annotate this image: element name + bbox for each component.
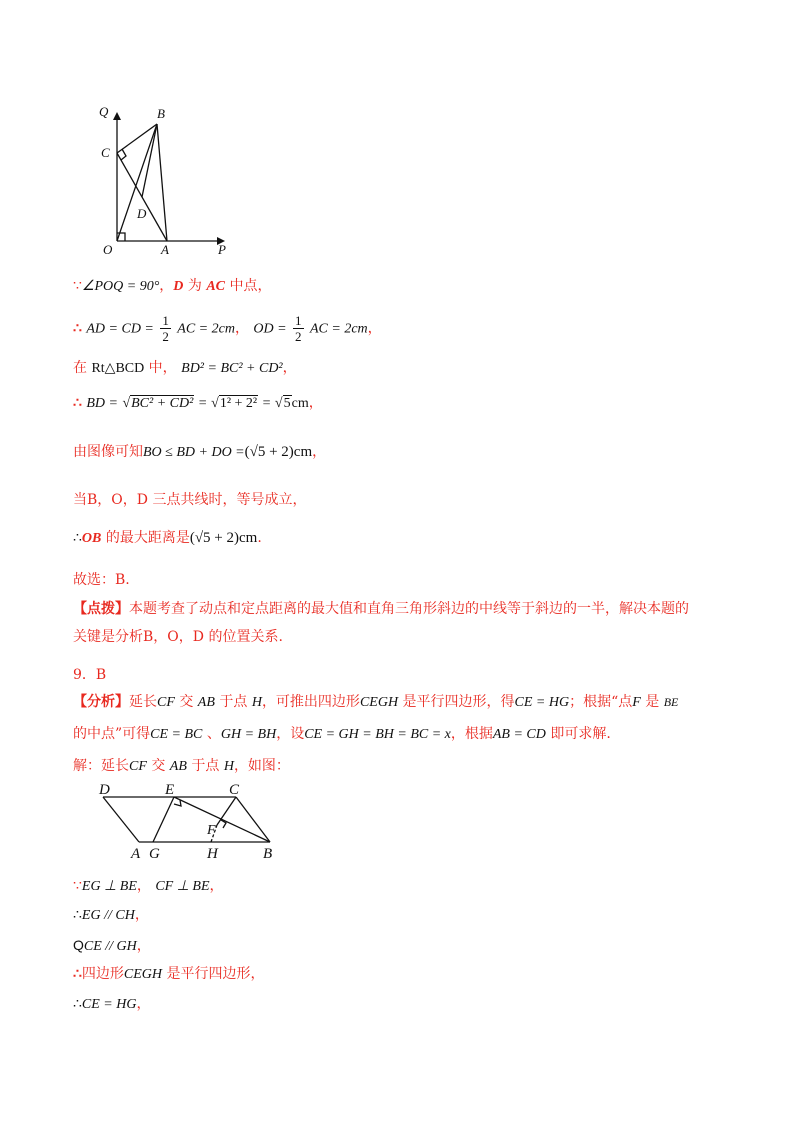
label-a: A — [161, 242, 169, 257]
label-o: O — [103, 242, 113, 257]
proof-line-5: ∴CE = HG， — [73, 996, 151, 1012]
sqrt-five: √5 — [274, 396, 291, 411]
label-h: H — [207, 846, 218, 862]
solution-line-3: 在 Rt△BCD 中， BD² = BC² + CD²， — [73, 360, 297, 376]
label-d: D — [137, 206, 147, 221]
figure-geometry-poq — [95, 100, 245, 260]
figure-parallelogram — [95, 780, 285, 862]
question-number: 9．B — [73, 667, 107, 683]
sqrt-bc-cd: √BC² + CD² — [122, 396, 194, 411]
label-q: Q — [99, 104, 109, 119]
solution-intro: 解：延长CF 交 AB 于点 H，如图： — [73, 758, 290, 774]
proof-line-1: ∵EG ⊥ BE， CF ⊥ BE， — [73, 878, 224, 894]
tip-line-2: 关键是分析B，O，D 的位置关系. — [73, 629, 283, 645]
label-a2: A — [131, 846, 141, 862]
solution-line-2: ∴ AD = CD = $\frac{1}{2}$ AC = 2cm， OD = $\frac{1}{2}$ AC = 2cm， — [73, 313, 382, 344]
fraction-half-2: $\frac{1}{2}$ — [295, 313, 302, 344]
fraction-half-1: $\frac{1}{2}$ — [162, 313, 169, 344]
solution-line-1: ∵∠POQ = 90°，D 为 AC 中点， — [73, 278, 272, 294]
solution-line-6: 当B，O，D 三点共线时，等号成立， — [73, 492, 307, 508]
label-d2: D — [99, 782, 110, 798]
analysis-line-1: 【分析】延长CF 交 AB 于点 H，可推出四边形CEGH 是平行四边形，得CE = HG；根据“点F 是 BE — [73, 694, 679, 710]
proof-line-3: QCE // GH， — [73, 937, 151, 954]
label-b: B — [157, 106, 165, 121]
label-c2: C — [229, 782, 240, 798]
solution-line-5: 由图像可知BO ≤ BD + DO =(√5 + 2)cm， — [73, 444, 327, 460]
sqrt-one-two: √1² + 2² — [211, 396, 258, 411]
proof-line-4: ∴四边形CEGH 是平行四边形， — [73, 966, 265, 982]
label-f: F — [207, 823, 216, 838]
label-g: G — [149, 846, 160, 862]
analysis-line-2: 的中点”可得CE = BC 、GH = BH，设CE = GH = BH = BC = x，根据AB = CD 即可求解. — [73, 726, 611, 742]
label-e: E — [165, 782, 175, 798]
solution-line-4: ∴ BD = √BC² + CD² = √1² + 2² = √5cm， — [73, 395, 323, 411]
tip-line-1: 【点拨】本题考查了动点和定点距离的最大值和直角三角形斜边的中线等于斜边的一半，解决本题的 — [73, 601, 689, 617]
solution-line-7: ∴OB 的最大距离是(√5 + 2)cm. — [73, 530, 262, 546]
answer-line: 故选：B. — [73, 572, 130, 588]
label-p: P — [218, 242, 226, 257]
label-b2: B — [263, 846, 273, 862]
label-c: C — [101, 145, 110, 160]
proof-line-2: ∴EG // CH， — [73, 907, 149, 923]
